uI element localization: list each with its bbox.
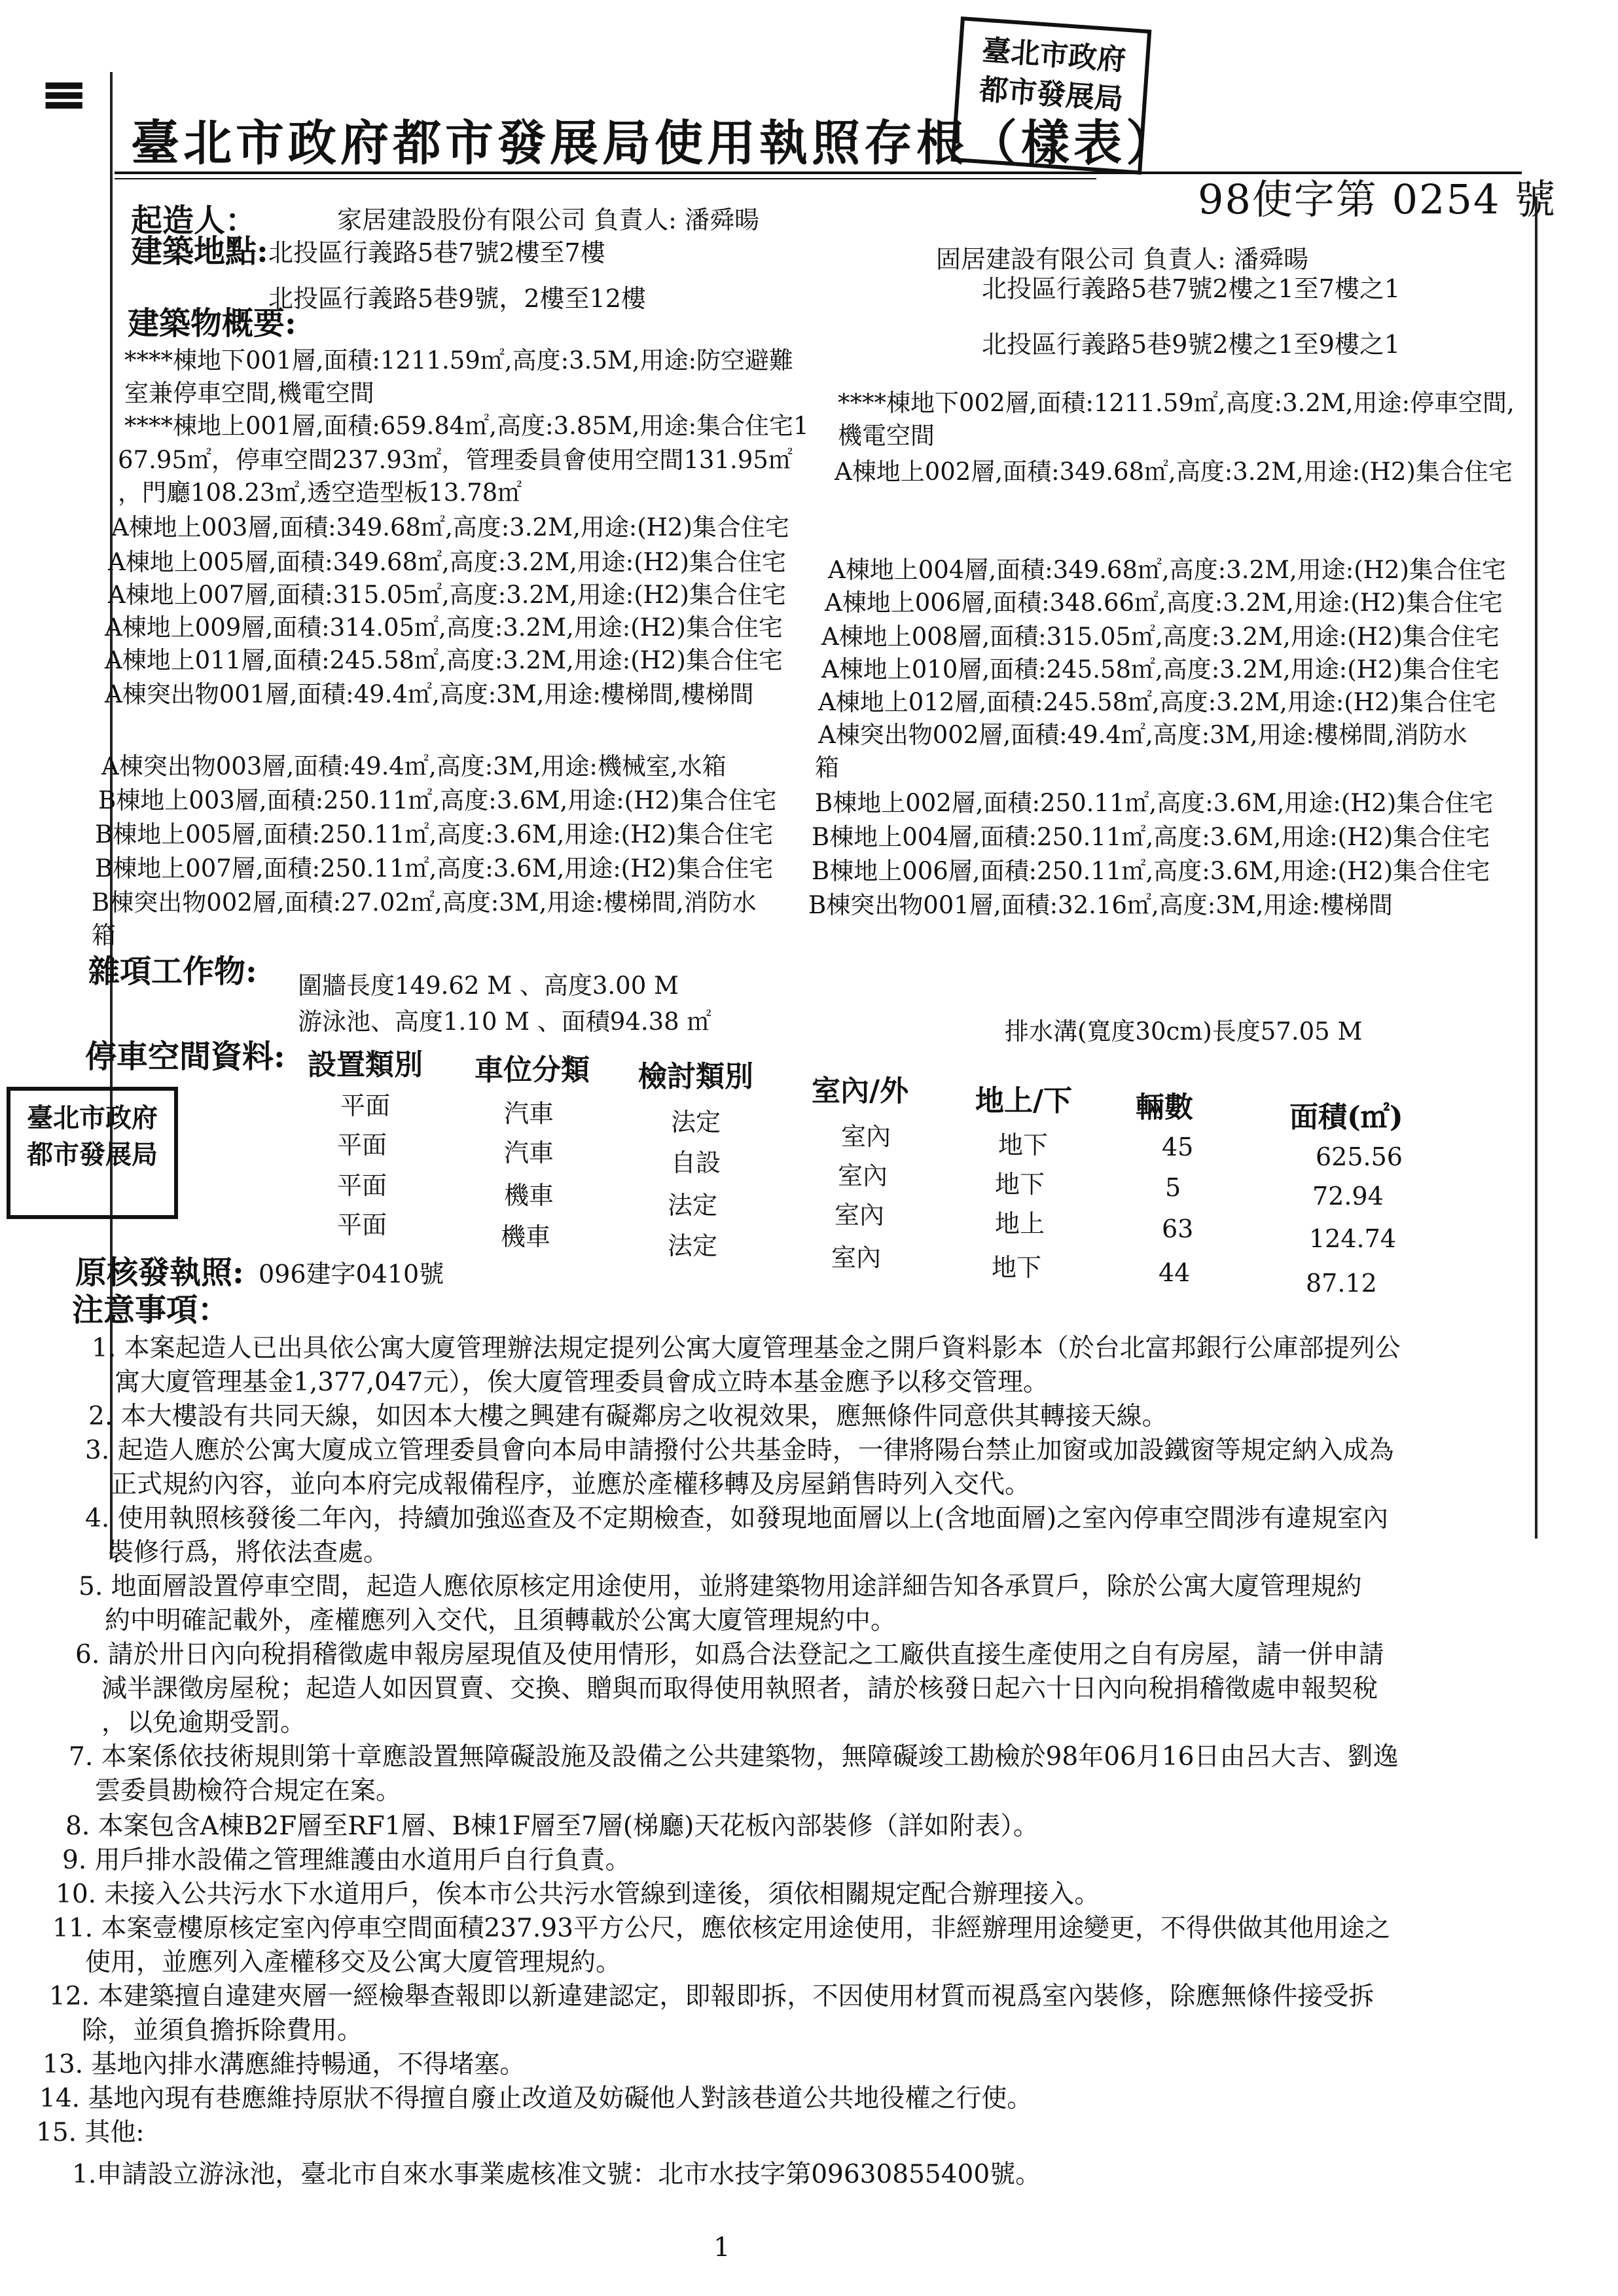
note-line: 約中明確記載外，產權應列入交代，且須轉載於公寓大廈管理規約中。 (105, 1606, 897, 1635)
document-title (131, 105, 1178, 174)
parking-cell: 平面 (337, 1131, 387, 1159)
overview-left-line: B棟地上003層,面積:250.11㎡,高度:3.6M,用途:(H2)集合住宅 (98, 786, 777, 814)
overview-right-line: B棟地上002層,面積:250.11㎡,高度:3.6M,用途:(H2)集合住宅 (815, 789, 1494, 817)
overview-left-line: A棟突出物003層,面積:49.4㎡,高度:3M,用途:機械室,水箱 (101, 752, 727, 780)
overview-left-line: A棟地上005層,面積:349.68㎡,高度:3.2M,用途:(H2)集合住宅 (108, 548, 786, 576)
parking-cell: 法定 (668, 1231, 718, 1260)
parking-header: 輛數 (1136, 1091, 1193, 1124)
title-text: 臺北市政府都市發展局使用執照存根 (131, 115, 969, 172)
misc-wall: 圍牆長度149.62 M 、高度3.00 M (298, 972, 679, 1000)
misc-drain: 排水溝(寬度30cm)長度57.05 M (1005, 1017, 1363, 1046)
note-line: 13. 基地內排水溝應維持暢通，不得堵塞。 (43, 2050, 526, 2079)
permit-number: 98使字第 0254 號 (1198, 175, 1557, 223)
note-line: 7. 本案係依技術規則第十章應設置無障礙設施及設備之公共建築物，無障礙竣工勘檢於98年06月16日由呂大吉、劉逸 (69, 1742, 1399, 1772)
official-seal-left (7, 1087, 178, 1219)
parking-header: 檢討類別 (638, 1060, 753, 1093)
parking-cell: 地下 (992, 1253, 1042, 1282)
overview-right-line: A棟地上010層,面積:245.58㎡,高度:3.2M,用途:(H2)集合住宅 (821, 655, 1500, 683)
parking-cell: 法定 (671, 1108, 721, 1137)
parking-header: 室內/外 (812, 1074, 909, 1108)
note-line: 減半課徵房屋稅；起造人如因買賣、交換、贈與而取得使用執照者，請於核發日起六十日內向稅捐稽徵處申報契稅 (101, 1674, 1378, 1704)
overview-right-line: A棟地上004層,面積:349.68㎡,高度:3.2M,用途:(H2)集合住宅 (828, 556, 1506, 584)
overview-left-line: B棟地上007層,面積:250.11㎡,高度:3.6M,用途:(H2)集合住宅 (95, 854, 774, 883)
overview-right-line: B棟地上004層,面積:250.11㎡,高度:3.6M,用途:(H2)集合住宅 (812, 823, 1490, 851)
note-line: 10. 未接入公共污水下水道用戶，俟本市公共污水管線到達後，須依相關規定配合辦理接入。 (56, 1880, 1100, 1909)
frame-line-right (1535, 196, 1537, 1539)
misc-label: 雜項工作物: (88, 953, 257, 990)
parking-cell: 87.12 (1306, 1269, 1377, 1298)
note-line: 使用，並應列入產權移交及公寓大廈管理規約。 (85, 1948, 622, 1977)
note-line: 2. 本大樓設有共同天線，如因本大樓之興建有礙鄰房之收視效果，應無條件同意供其轉接天線。 (88, 1402, 1168, 1431)
note-line: 雲委員勘檢符合規定在案。 (95, 1776, 402, 1806)
note-line: ，以免逾期受罰。 (101, 1708, 306, 1738)
parking-header: 面積(㎡) (1289, 1101, 1403, 1134)
title-underline-2 (115, 178, 1096, 179)
parking-label: 停車空間資料: (85, 1038, 285, 1075)
parking-cell: 平面 (337, 1211, 387, 1239)
parking-cell: 汽車 (504, 1139, 554, 1167)
applicant-left: 家居建設股份有限公司 負責人: 潘舜暘 (337, 206, 759, 234)
parking-cell: 機車 (501, 1222, 551, 1251)
overview-left-line: B棟突出物002層,面積:27.02㎡,高度:3M,用途:樓梯間,消防水 (92, 888, 757, 917)
overview-right-line: B棟地上006層,面積:250.11㎡,高度:3.6M,用途:(H2)集合住宅 (812, 857, 1490, 885)
note-line: 除，並須負擔拆除費用。 (82, 2016, 363, 2045)
site-line-4: 北投區行義路5巷9號2樓之1至9樓之1 (982, 330, 1401, 359)
overview-left-line: 67.95㎡，停車空間237.93㎡，管理委員會使用空間131.95㎡ (118, 446, 793, 474)
site-label: 建築地點: (131, 233, 268, 270)
original-permit-value: 096建字0410號 (259, 1260, 444, 1288)
overview-left-line: A棟地上011層,面積:245.58㎡,高度:3.2M,用途:(H2)集合住宅 (105, 646, 783, 674)
note-line: 12. 本建築擅自違建夾層一經檢舉查報即以新違建認定，即報即拆，不因使用材質而視爲室內裝修，除應無條件接受拆 (49, 1982, 1375, 2011)
seal-top-text: 臺北市政府都市發展局 (978, 33, 1127, 117)
seal-left-text: 臺北市政府都市發展局 (27, 1102, 158, 1170)
parking-cell: 室內 (838, 1161, 888, 1190)
site-line-3: 北投區行義路5巷7號2樓之1至7樓之1 (982, 274, 1401, 303)
notes-label: 注意事項： (72, 1292, 230, 1328)
note-line: 4. 使用執照核發後二年內，持續加強巡查及不定期檢查，如發現地面層以上(含地面層)之室內停車空間涉有違規室內 (85, 1504, 1389, 1533)
parking-cell: 地下 (995, 1170, 1045, 1199)
note-line: 8. 本案包含A棟B2F層至RF1層、B棟1F層至7層(梯廳)天花板內部裝修（詳如附表）。 (65, 1812, 1039, 1841)
parking-cell: 地上 (995, 1209, 1045, 1238)
parking-cell: 地下 (998, 1131, 1049, 1159)
margin-scribble: ≡ (39, 59, 89, 128)
page-number: 1 (713, 2232, 730, 2263)
parking-cell: 平面 (340, 1091, 391, 1120)
misc-pool: 游泳池、高度1.10 M 、面積94.38 ㎡ (298, 1008, 711, 1036)
parking-cell: 124.74 (1309, 1224, 1396, 1253)
overview-right-line: 箱 (815, 754, 839, 782)
note-line: 正式規約內容，並向本府完成報備程序，並應於產權移轉及房屋銷售時列入交代。 (111, 1470, 1031, 1499)
overview-left-line: ，門廳108.23㎡,透空造型板13.78㎡ (118, 479, 522, 507)
overview-right-line: ****棟地下002層,面積:1211.59㎡,高度:3.2M,用途:停車空間, (838, 389, 1515, 417)
note-line: 寓大廈管理基金1,377,047元），俟大廈管理委員會成立時本基金應予以移交管理。 (115, 1368, 1049, 1397)
parking-cell: 72.94 (1312, 1182, 1384, 1211)
parking-cell: 45 (1162, 1133, 1194, 1161)
note-line: 6. 請於卅日內向稅捐稽徵處申報房屋現值及使用情形，如爲合法登記之工廠供直接生產使用之自有房屋，請一併申請 (75, 1640, 1384, 1669)
overview-left-line: A棟地上009層,面積:314.05㎡,高度:3.2M,用途:(H2)集合住宅 (105, 613, 783, 642)
original-permit-label: 原核發執照: (75, 1254, 244, 1291)
overview-left-line: A棟突出物001層,面積:49.4㎡,高度:3M,用途:樓梯間,樓梯間 (105, 680, 754, 708)
parking-cell: 室內 (835, 1201, 885, 1230)
parking-cell: 機車 (504, 1181, 554, 1210)
overview-right-line: A棟突出物002層,面積:49.4㎡,高度:3M,用途:樓梯間,消防水 (818, 721, 1467, 749)
site-line-2: 北投區行義路5巷9號，2樓至12樓 (268, 284, 646, 313)
overview-left-line: ****棟地下001層,面積:1211.59㎡,高度:3.5M,用途:防空避難 (124, 346, 794, 374)
note-line: 1. 本案起造人已出具依公寓大廈管理辦法規定提列公寓大廈管理基金之開戶資料影本（於台北富邦銀行公庫部提列公 (92, 1334, 1401, 1363)
note-line: 3. 起造人應於公寓大廈成立管理委員會向本局申請撥付公共基金時，一律將陽台禁止加窗或加設鐵窗等規定納入成為 (85, 1436, 1394, 1465)
note-line: 裝修行爲，將依法查處。 (108, 1538, 389, 1567)
overview-left-line: B棟地上005層,面積:250.11㎡,高度:3.6M,用途:(H2)集合住宅 (95, 820, 774, 848)
overview-right-line: 機電空間 (838, 422, 935, 450)
note-line: 5. 地面層設置停車空間，起造人應依原核定用途使用，並將建築物用途詳細告知各承買戶，除於公寓大廈管理規約 (79, 1572, 1362, 1601)
parking-cell: 625.56 (1316, 1142, 1403, 1171)
overview-left-line: 箱 (92, 921, 116, 949)
note-line: 1.申請設立游泳池，臺北市自來水事業處核准文號：北市水技字第09630855400號。 (72, 2160, 1041, 2189)
note-line: 9. 用戶排水設備之管理維護由水道用戶自行負責。 (62, 1846, 631, 1875)
note-line: 14. 基地內現有巷應維持原狀不得擅自廢止改道及妨礙他人對該巷道公共地役權之行使。 (39, 2084, 1033, 2113)
overview-right-line: A棟地上008層,面積:315.05㎡,高度:3.2M,用途:(H2)集合住宅 (821, 623, 1500, 651)
parking-cell: 自設 (671, 1148, 721, 1177)
parking-cell: 汽車 (504, 1099, 554, 1128)
overview-left-line: ****棟地上001層,面積:659.84㎡,高度:3.85M,用途:集合住宅1 (124, 412, 809, 440)
parking-cell: 平面 (337, 1171, 387, 1200)
note-line: 11. 本案壹樓原核定室內停車空間面積237.93平方公尺，應依核定用途使用，非經辦理用途變更，不得供做其他用途之 (52, 1914, 1390, 1943)
overview-right-line: B棟突出物001層,面積:32.16㎡,高度:3M,用途:樓梯間 (808, 891, 1393, 919)
parking-header: 地上/下 (975, 1084, 1073, 1118)
site-line-1: 北投區行義路5巷7號2樓至7樓 (268, 238, 605, 267)
parking-cell: 法定 (668, 1191, 718, 1220)
parking-cell: 室內 (831, 1243, 882, 1272)
overview-right-line: A棟地上012層,面積:245.58㎡,高度:3.2M,用途:(H2)集合住宅 (818, 688, 1496, 716)
overview-right-line: A棟地上006層,面積:348.66㎡,高度:3.2M,用途:(H2)集合住宅 (825, 589, 1503, 617)
parking-cell: 63 (1162, 1214, 1194, 1243)
note-line: 15. 其他: (36, 2118, 145, 2147)
parking-header: 車位分類 (475, 1053, 590, 1087)
overview-left-line: 室兼停車空間,機電空間 (124, 379, 374, 407)
overview-right-line: A棟地上002層,面積:349.68㎡,高度:3.2M,用途:(H2)集合住宅 (835, 458, 1513, 486)
overview-left-line: A棟地上003層,面積:349.68㎡,高度:3.2M,用途:(H2)集合住宅 (111, 513, 789, 541)
parking-header: 設置類別 (308, 1048, 423, 1082)
parking-cell: 室內 (841, 1122, 891, 1151)
overview-left-line: A棟地上007層,面積:315.05㎡,高度:3.2M,用途:(H2)集合住宅 (108, 581, 786, 609)
applicant-label: 起造人： (131, 202, 257, 239)
parking-cell: 5 (1165, 1173, 1181, 1202)
parking-cell: 44 (1159, 1258, 1191, 1287)
overview-label: 建築物概要: (128, 305, 297, 342)
applicant-right: 固居建設有限公司 負責人: 潘舜暘 (936, 245, 1308, 274)
title-overlay: （樣表） (969, 115, 1178, 172)
